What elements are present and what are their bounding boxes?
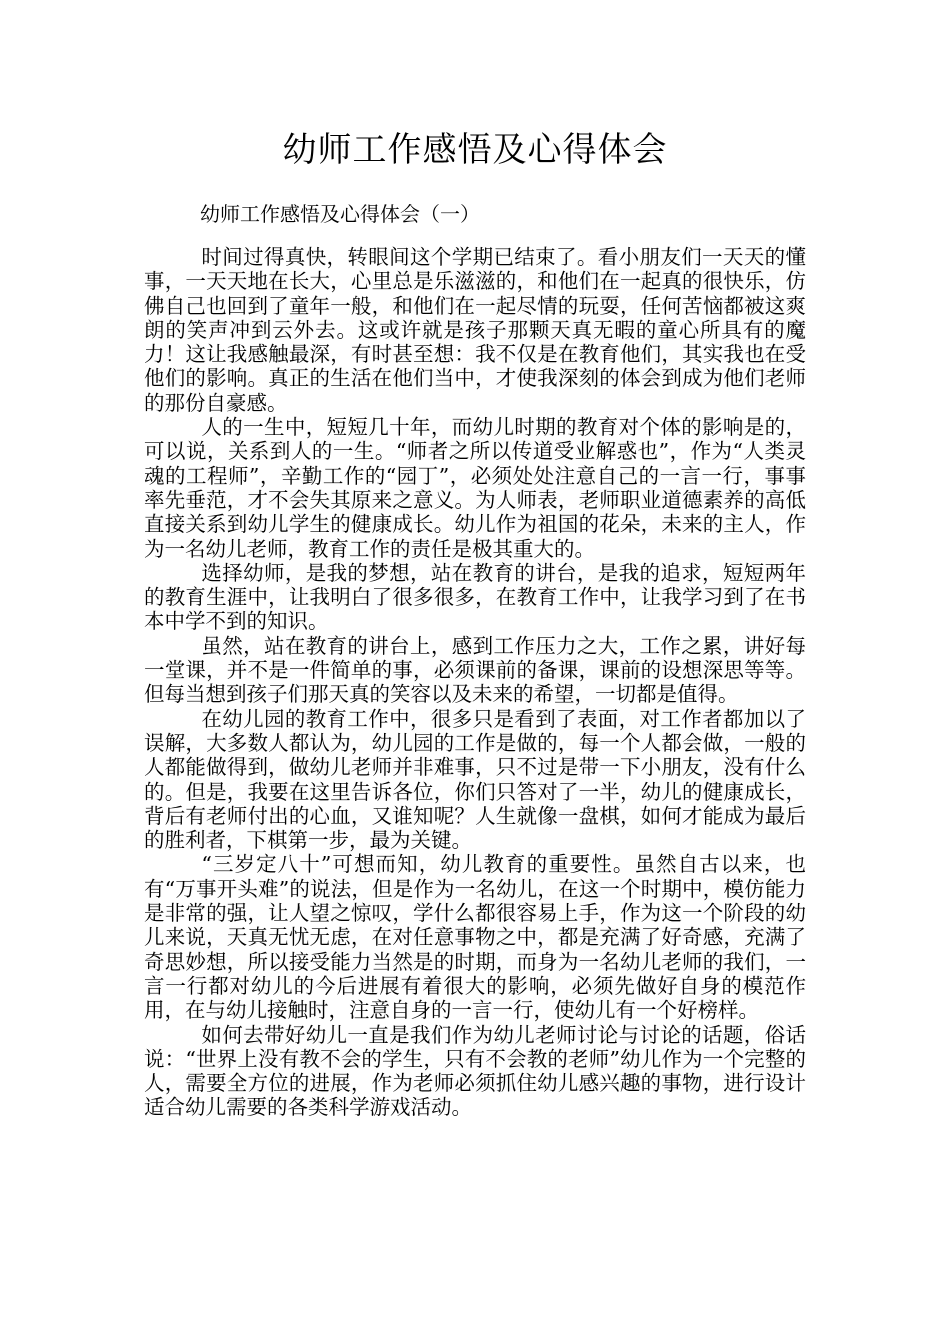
article-body (144, 245, 806, 1120)
paragraph-2: 人的一生中，短短几十年，而幼儿时期的教育对个体的影响是的，可以说，关系到人的一生。“师者之所以传道受业解惑也”，作为“人类灵魂的工程师”，辛勤工作的“园丁”，必须处处注意自己的一言一行，事事率先垂范，才不会失其原来之意义。为人师表，老师职业道德素养的高低直接关系到幼儿学生的健康成长。幼儿作为祖国的花朵，未来的主人，作为一名幼儿老师，教育工作的责任是极其重大的。 (144, 415, 806, 561)
paragraph-5: 在幼儿园的教育工作中，很多只是看到了表面，对工作者都加以了误解，大多数人都认为，幼儿园的工作是做的，每一个人都会做，一般的人都能做得到，做幼儿老师并非难事，只不过是带一下小朋友，没有什么的。但是，我要在这里告诉各位，你们只答对了一半，幼儿的健康成长，背后有老师付出的心血，又谁知呢？人生就像一盘棋，如何才能成为最后的胜利者，下棋第一步，最为关键。 (144, 706, 806, 853)
paragraph-6: “三岁定八十”可想而知，幼儿教育的重要性。虽然自古以来，也有“万事开头难”的说法，但是作为一名幼儿，在这一个时期中，模仿能力是非常的强，让人望之惊叹，学什么都很容易上手，作为这一个阶段的幼儿来说，天真无忧无虑，在对任意事物之中，都是充满了好奇感，充满了奇思妙想，所以接受能力当然是的时期，而身为一名幼儿老师的我们，一言一行都对幼儿的今后进展有着很大的影响，必须先做好自身的模范作用，在与幼儿接触时，注意自身的一言一行，使幼儿有一个好榜样。 (144, 852, 806, 1023)
section-subtitle: 幼师工作感悟及心得体会（一） (200, 202, 480, 226)
paragraph-3: 选择幼师，是我的梦想，站在教育的讲台，是我的追求，短短两年的教育生涯中，让我明白了很多很多，在教育工作中，让我学习到了在书本中学不到的知识。 (144, 560, 806, 634)
page-title: 幼师工作感悟及心得体会 (282, 130, 668, 170)
paragraph-1: 时间过得真快，转眼间这个学期已结束了。看小朋友们一天天的懂事，一天天地在长大，心里总是乐滋滋的，和他们在一起真的很快乐，仿佛自己也回到了童年一般，和他们在一起尽情的玩耍，任何苦恼都被这爽朗的笑声冲到云外去。这或许就是孩子那颗天真无暇的童心所具有的魔力！这让我感触最深，有时甚至想：我不仅是在教育他们，其实我也在受他们的影响。真正的生活在他们当中，才使我深刻的体会到成为他们老师的那份自豪感。 (144, 245, 806, 415)
paragraph-4: 虽然，站在教育的讲台上，感到工作压力之大，工作之累，讲好每一堂课，并不是一件简单的事，必须课前的备课，课前的设想深思等等。但每当想到孩子们那天真的笑容以及未来的希望，一切都是值得。 (144, 633, 806, 707)
paragraph-7: 如何去带好幼儿一直是我们作为幼儿老师讨论与讨论的话题，俗话说：“世界上没有教不会的学生，只有不会教的老师”幼儿作为一个完整的人，需要全方位的进展，作为老师必须抓住幼儿感兴趣的事物，进行设计适合幼儿需要的各类科学游戏活动。 (144, 1022, 806, 1120)
